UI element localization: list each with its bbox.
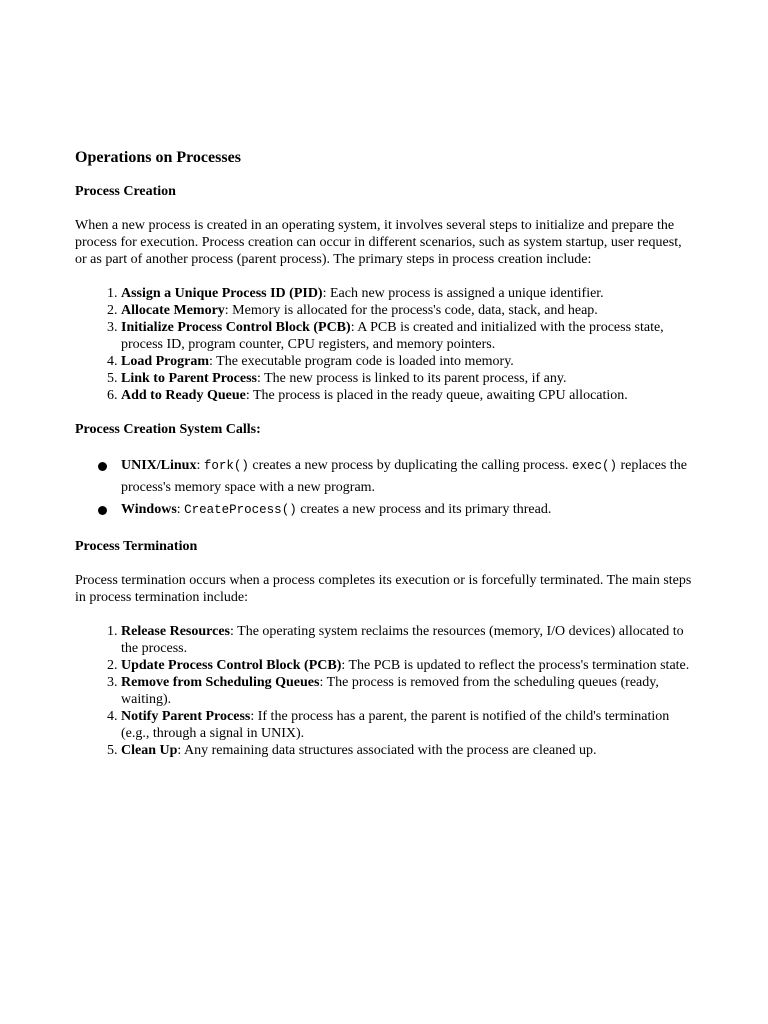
list-item [121,285,695,302]
step-term: Release Resources [121,624,230,639]
step-desc: : A PCB is created and initialized with the process state, process ID, program counter, CPU registers, and memory pointers. [121,320,664,352]
list-item [121,657,695,674]
list-item [121,708,695,742]
process-termination-steps [75,623,695,759]
separator: : [196,458,204,473]
step-desc: : The operating system reclaims the resources (memory, I/O devices) allocated to the process. [121,624,684,656]
step-term: Allocate Memory [121,303,225,318]
step-term: Remove from Scheduling Queues [121,675,320,690]
syscall-term: Windows [121,502,177,517]
bullet-icon [98,506,107,515]
syscall-desc: creates a new process by duplicating the calling process. [248,458,572,473]
list-item [121,742,695,759]
list-item [121,319,695,353]
step-term: Assign a Unique Process ID (PID) [121,286,323,301]
system-calls-list [75,455,695,521]
section-heading-system-calls: Process Creation System Calls: [75,422,261,437]
list-item [121,370,695,387]
document-title: Operations on Processes [75,149,241,166]
step-term: Add to Ready Queue [121,388,246,403]
syscall-desc: creates a new process and its primary thread. [296,502,552,517]
list-item [121,353,695,370]
syscall-desc: replaces the process's memory space with a new program. [121,458,687,495]
step-term: Update Process Control Block (PCB) [121,658,342,673]
syscall-term: UNIX/Linux [121,458,197,473]
section-heading-process-creation: Process Creation [75,184,176,199]
step-desc: : Any remaining data structures associated with the process are cleaned up. [177,743,597,758]
section-heading-process-termination: Process Termination [75,539,198,554]
step-desc: : The new process is linked to its parent process, if any. [256,371,567,386]
step-desc: : The process is removed from the scheduling queues (ready, waiting). [121,675,659,707]
list-item [121,623,695,657]
step-term: Initialize Process Control Block (PCB) [121,320,351,335]
step-desc: : Each new process is assigned a unique identifier. [322,286,604,301]
bullet-icon [98,462,107,471]
document-page [75,148,695,776]
code-exec: exec() [571,459,617,473]
code-fork: fork() [203,459,249,473]
step-term: Load Program [121,354,210,369]
process-creation-intro: When a new process is created in an operating system, it involves several steps to initialize and prepare the process for execution. Process creation can occur in different scenarios, such as system startup, user request, or as part of another process (parent process). The primary steps in process creation include: [75,218,682,267]
process-termination-intro: Process termination occurs when a process completes its execution or is forcefully terminated. The main steps in process termination include: [75,573,692,605]
step-term: Clean Up [121,743,178,758]
code-createprocess: CreateProcess() [184,503,297,517]
step-desc: : The process is placed in the ready queue, awaiting CPU allocation. [245,388,628,403]
separator: : [176,502,185,517]
step-desc: : If the process has a parent, the parent is notified of the child's termination (e.g., through a signal in UNIX). [121,709,670,741]
step-term: Link to Parent Process [121,371,257,386]
list-item [121,387,695,404]
step-desc: : The PCB is updated to reflect the process's termination state. [341,658,690,673]
list-item [75,455,695,498]
list-item [75,499,695,521]
process-creation-steps [75,285,695,404]
step-desc: : Memory is allocated for the process's code, data, stack, and heap. [224,303,598,318]
list-item [121,674,695,708]
step-term: Notify Parent Process [121,709,251,724]
step-desc: : The executable program code is loaded into memory. [209,354,514,369]
list-item [121,302,695,319]
